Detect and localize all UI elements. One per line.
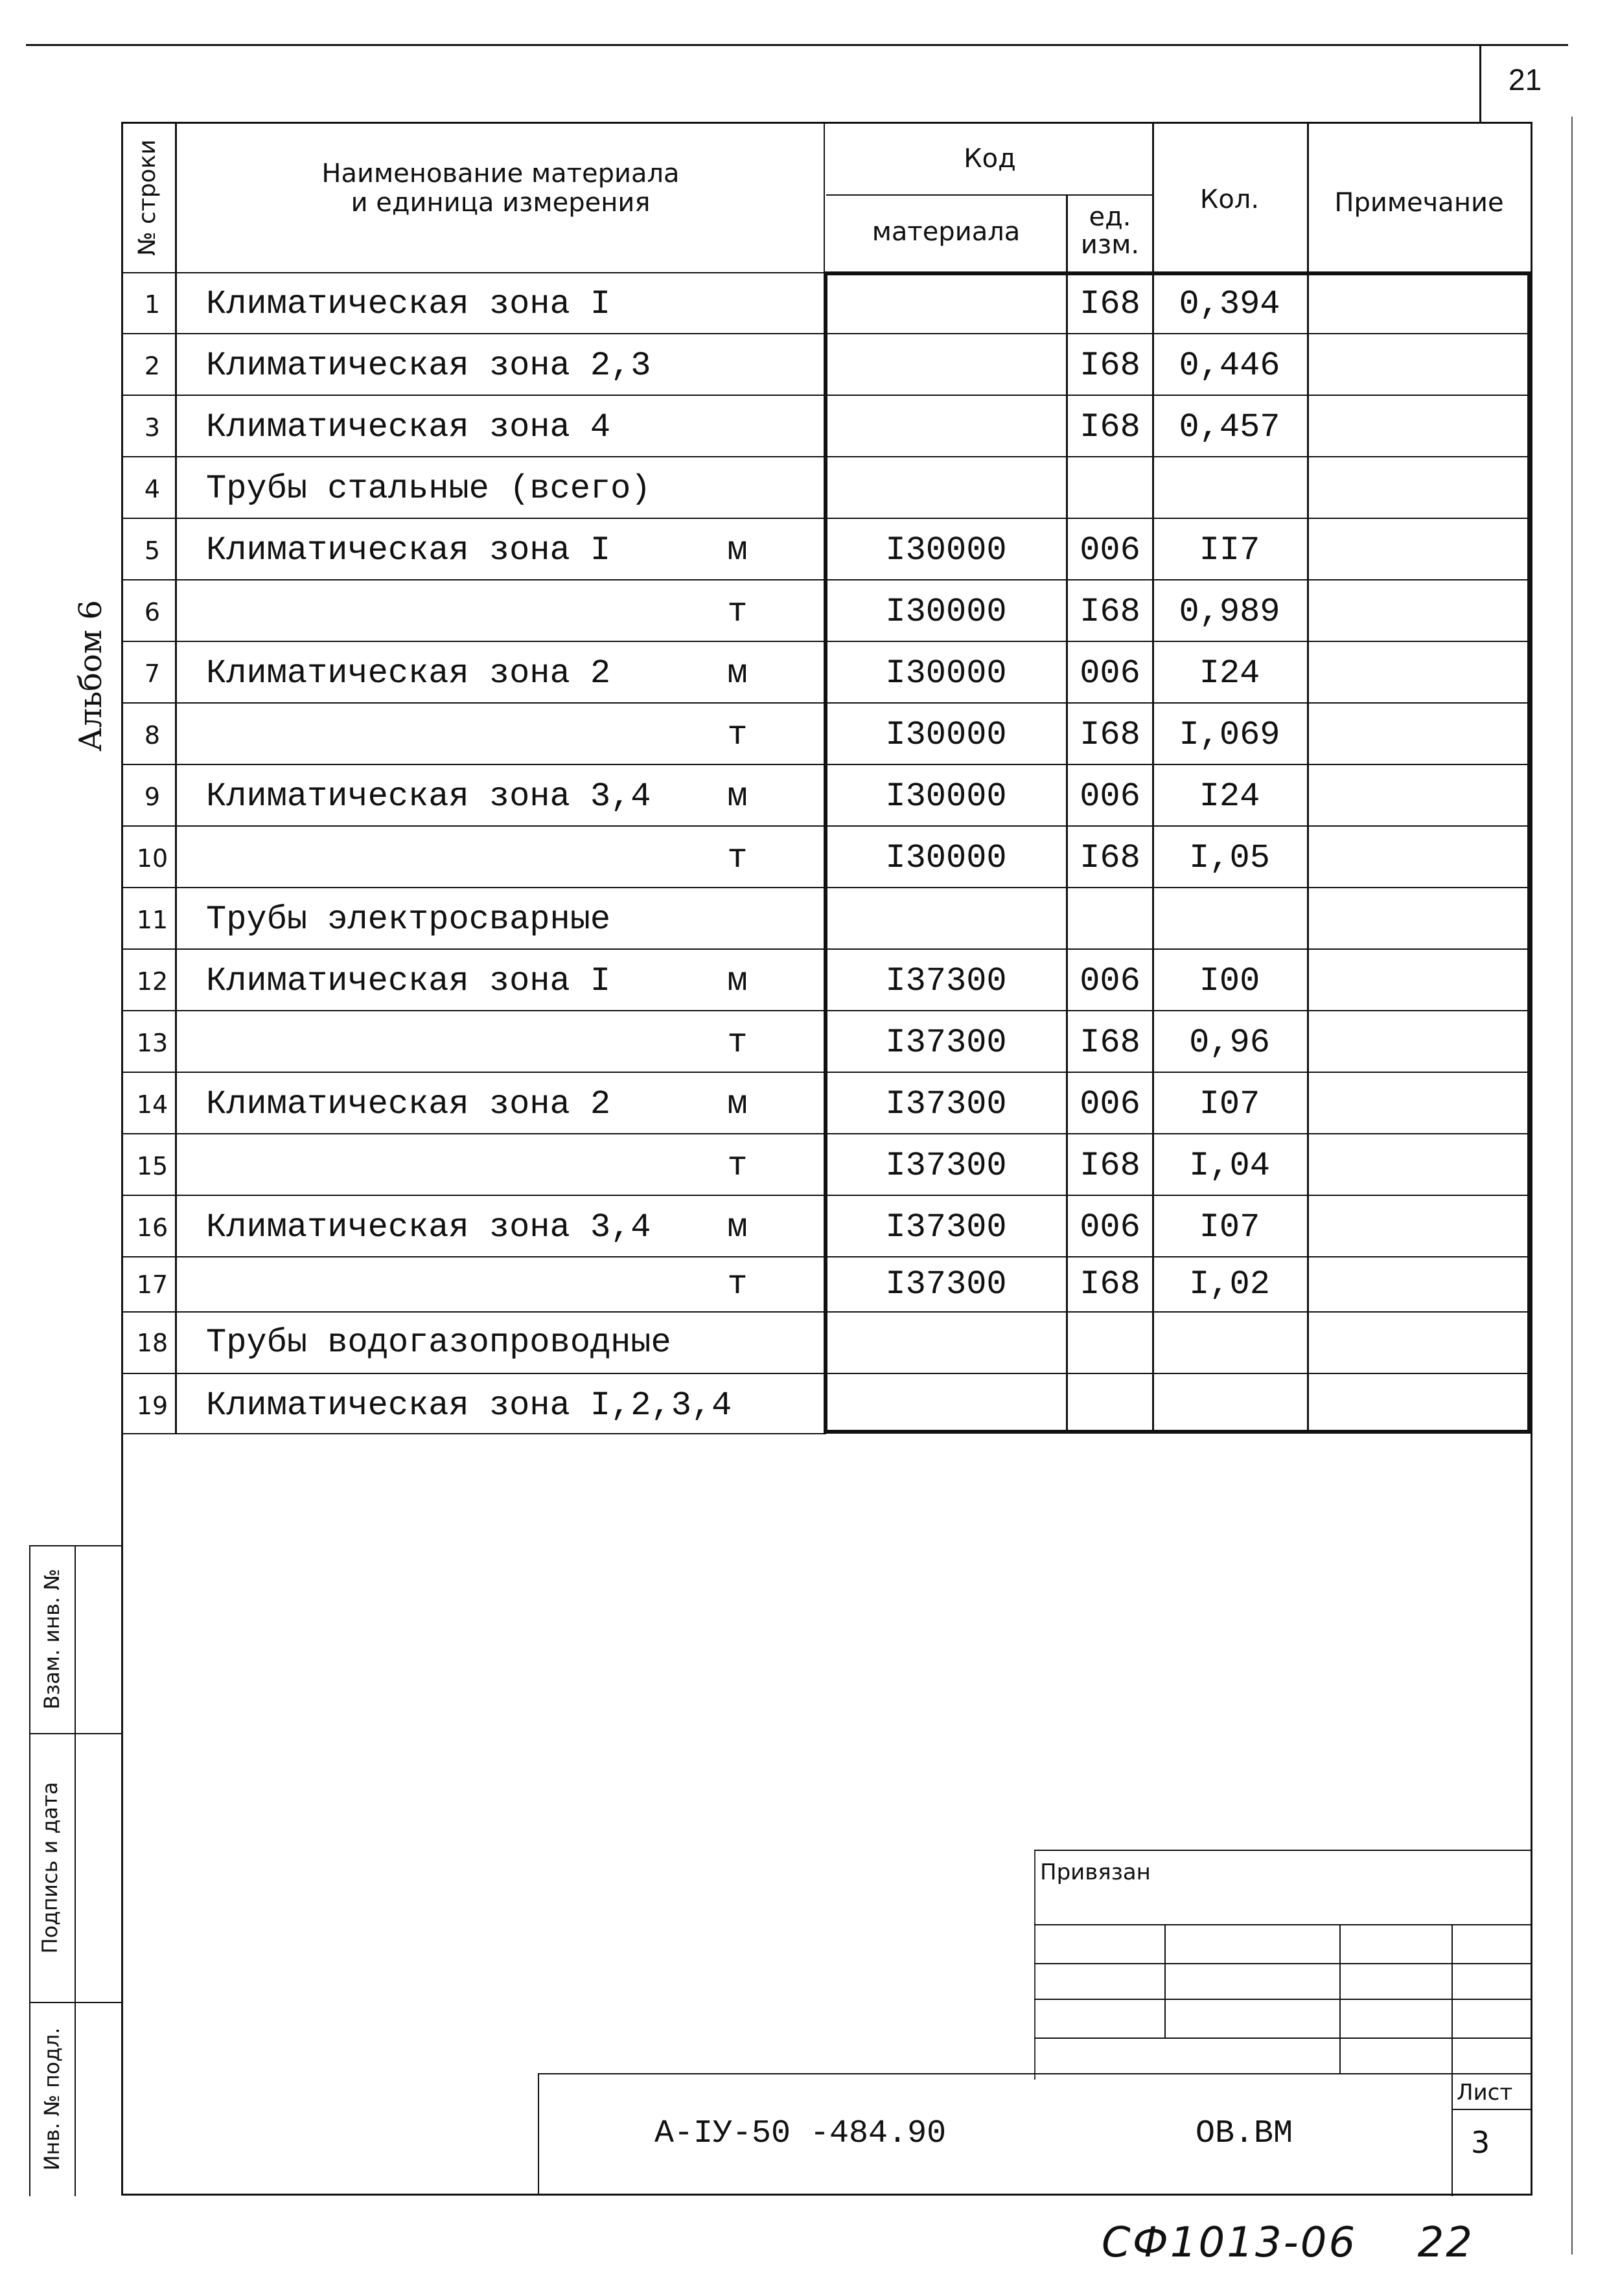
row-unit-code: I68 xyxy=(1080,408,1140,446)
row-unit-code: I68 xyxy=(1080,285,1140,323)
row-number: 1 xyxy=(144,290,161,319)
document-mark: ОВ.ВМ xyxy=(1196,2115,1293,2152)
row-material-code: I30000 xyxy=(885,777,1007,816)
stamp-replacement-inventory: Взам. инв. № xyxy=(40,1568,64,1710)
row-material-code: I37300 xyxy=(885,962,1007,1000)
page-number: 21 xyxy=(1509,63,1542,97)
row-material-code: I30000 xyxy=(885,593,1007,631)
row-quantity: II7 xyxy=(1199,531,1260,569)
row-unit-code: 006 xyxy=(1080,531,1140,569)
stamp-inventory-original: Инв. № подл. xyxy=(40,2027,64,2171)
row-material-code: I37300 xyxy=(885,1208,1007,1246)
row-number: 14 xyxy=(136,1090,168,1119)
row-number: 11 xyxy=(136,906,168,934)
row-material-code: I30000 xyxy=(885,716,1007,754)
row-unit-code: 006 xyxy=(1080,962,1140,1000)
page-number-box-left xyxy=(1479,44,1481,122)
row-unit-code: I68 xyxy=(1080,1024,1140,1062)
row-unit-code: I68 xyxy=(1080,347,1140,385)
header-row-number: № строки xyxy=(134,139,161,256)
row-unit: т xyxy=(727,1265,748,1303)
row-material-code: I30000 xyxy=(885,654,1007,693)
header-name-line2: и единица измерения xyxy=(351,188,651,218)
row-quantity: 0,96 xyxy=(1189,1024,1270,1062)
row-number: 8 xyxy=(144,721,161,750)
row-unit-code: 006 xyxy=(1080,1085,1140,1123)
row-quantity: I24 xyxy=(1199,777,1260,816)
row-unit: м xyxy=(727,962,748,1000)
row-material-code: I30000 xyxy=(885,839,1007,877)
row-number: 9 xyxy=(144,783,161,811)
row-quantity: 0,989 xyxy=(1179,593,1280,631)
row-number: 16 xyxy=(136,1213,168,1242)
row-number: 2 xyxy=(144,352,161,380)
row-number: 17 xyxy=(136,1270,168,1299)
row-number: 19 xyxy=(136,1392,168,1420)
row-quantity: I07 xyxy=(1199,1085,1260,1123)
row-name: Климатическая зона 2,3 xyxy=(206,347,651,385)
row-name: Трубы стальные (всего) xyxy=(206,470,651,508)
row-number: 6 xyxy=(144,598,161,626)
sheet-label: Лист xyxy=(1457,2080,1513,2106)
row-unit: м xyxy=(727,1085,748,1123)
row-name: Климатическая зона I xyxy=(206,962,611,1000)
row-number: 12 xyxy=(136,967,168,996)
document-code: А-IУ-50 -484.90 xyxy=(654,2115,947,2152)
row-name: Трубы водогазопроводные xyxy=(206,1324,671,1362)
row-unit: м xyxy=(727,1208,748,1246)
row-material-code: I37300 xyxy=(885,1147,1007,1185)
row-unit: т xyxy=(727,1147,748,1185)
row-name: Климатическая зона 2 xyxy=(206,654,611,693)
row-material-code: I37300 xyxy=(885,1085,1007,1123)
row-unit-code: 006 xyxy=(1080,1208,1140,1246)
row-quantity: 0,394 xyxy=(1179,285,1280,323)
row-number: 7 xyxy=(144,660,161,688)
header-unit-line1: ед. xyxy=(1089,202,1131,232)
row-quantity: I,05 xyxy=(1189,839,1270,877)
row-number: 13 xyxy=(136,1029,168,1057)
row-unit-code: I68 xyxy=(1080,839,1140,877)
row-name: Климатическая зона I,2,3,4 xyxy=(206,1386,732,1425)
row-quantity: I,02 xyxy=(1189,1265,1270,1303)
row-quantity: 0,446 xyxy=(1179,347,1280,385)
row-unit: т xyxy=(727,1024,748,1062)
row-unit: м xyxy=(727,777,748,816)
header-material: материала xyxy=(872,217,1021,247)
row-unit: т xyxy=(727,716,748,754)
row-quantity: I,069 xyxy=(1179,716,1280,754)
row-number: 4 xyxy=(144,475,161,503)
row-unit-code: I68 xyxy=(1080,1265,1140,1303)
album-title: Альбом 6 xyxy=(73,600,109,752)
row-number: 15 xyxy=(136,1152,168,1180)
row-name: Климатическая зона 3,4 xyxy=(206,1208,651,1246)
header-note: Примечание xyxy=(1334,188,1504,218)
row-unit-code: 006 xyxy=(1080,654,1140,693)
row-quantity: I24 xyxy=(1199,654,1260,693)
row-unit: м xyxy=(727,654,748,693)
top-rule xyxy=(26,44,1568,46)
row-name: Климатическая зона 3,4 xyxy=(206,777,651,816)
row-number: 10 xyxy=(136,844,168,873)
row-material-code: I30000 xyxy=(885,531,1007,569)
row-unit: м xyxy=(727,531,748,569)
row-number: 5 xyxy=(144,536,161,565)
row-unit-code: I68 xyxy=(1080,1147,1140,1185)
row-quantity: I,04 xyxy=(1189,1147,1270,1185)
row-name: Климатическая зона 2 xyxy=(206,1085,611,1123)
row-quantity: I07 xyxy=(1199,1208,1260,1246)
handwritten-note: СФ1013-06 22 xyxy=(1102,2219,1474,2267)
row-quantity: 0,457 xyxy=(1179,408,1280,446)
header-qty: Кол. xyxy=(1199,185,1260,214)
header-unit-line2: изм. xyxy=(1080,230,1140,260)
row-unit: т xyxy=(727,839,748,877)
row-unit-code: I68 xyxy=(1080,716,1140,754)
row-name: Климатическая зона 4 xyxy=(206,408,611,446)
row-material-code: I37300 xyxy=(885,1265,1007,1303)
row-number: 3 xyxy=(144,413,161,442)
row-name: Климатическая зона I xyxy=(206,531,611,569)
row-name: Климатическая зона I xyxy=(206,285,611,323)
row-quantity: I00 xyxy=(1199,962,1260,1000)
header-code: Код xyxy=(964,144,1016,174)
row-unit-code: 006 xyxy=(1080,777,1140,816)
row-number: 18 xyxy=(136,1329,168,1357)
attached-label: Привязан xyxy=(1040,1859,1151,1885)
row-unit-code: I68 xyxy=(1080,593,1140,631)
stamp-signature-date: Подпись и дата xyxy=(38,1782,62,1954)
sheet-number: 3 xyxy=(1471,2125,1490,2160)
row-material-code: I37300 xyxy=(885,1024,1007,1062)
header-name-line1: Наименование материала xyxy=(321,159,680,189)
row-unit: т xyxy=(727,593,748,631)
row-name: Трубы электросварные xyxy=(206,901,611,939)
